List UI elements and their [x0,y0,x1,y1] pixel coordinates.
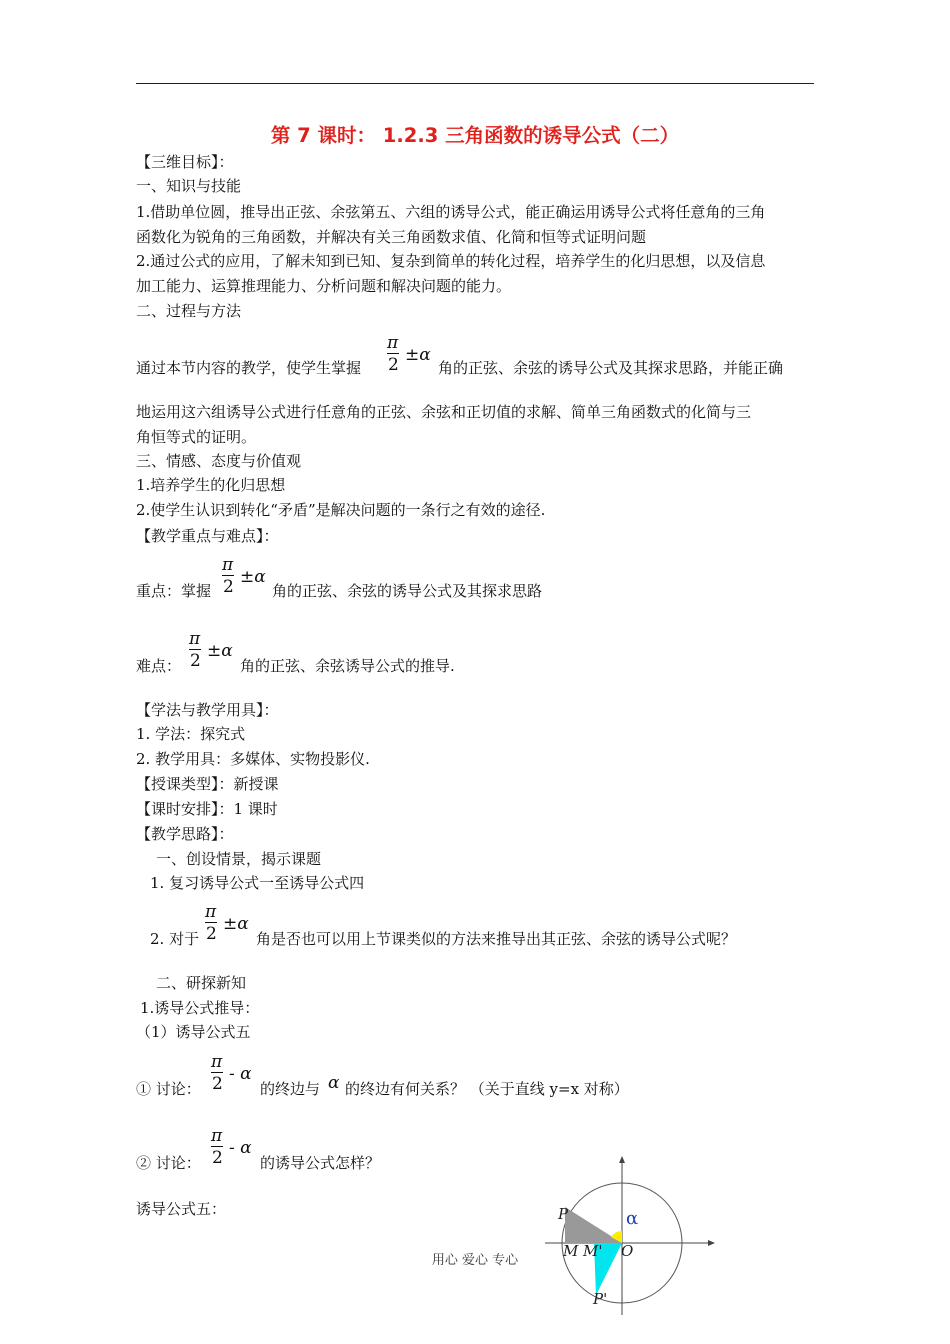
question-2-pre: ② 讨论： [136,1154,201,1172]
unit-circle-figure [510,1155,720,1315]
emotion-item-1: 1.培养学生的化归思想 [136,476,286,494]
question-1-pre: ① 讨论： [136,1080,201,1098]
process-text-c: 角恒等式的证明。 [136,428,257,446]
tools-item-1: 1. 学法：探究式 [136,725,246,743]
page-title: 第 7 课时： 1.2.3 三角函数的诱导公式（二） [270,124,680,147]
label-m: M [563,1242,579,1260]
label-p-prime: P' [593,1290,608,1308]
goals-heading: 【三维目标】： [136,153,234,171]
label-alpha: α [626,1208,639,1229]
label-p: P [558,1205,569,1223]
label-m-prime: M' [583,1242,603,1260]
key-difficulty-heading: 【教学重点与难点】： [136,527,279,545]
knowledge-item-2a: 2.通过公式的应用，了解未知到已知、复杂到简单的转化过程，培养学生的化归思想，以及信息 [136,252,766,270]
emotion-heading: 三、情感、态度与价值观 [136,452,302,470]
section-1-item-1: 1. 复习诱导公式一至诱导公式四 [150,874,365,892]
difficulty-post: 角的正弦、余弦诱导公式的推导. [240,657,455,675]
process-text-b: 地运用这六组诱导公式进行任意角的正弦、余弦和正切值的求解、简单三角函数式的化简与三 [136,403,752,421]
question-1-post: 的终边有何关系？ （关于直线 y=x 对称） [345,1080,629,1098]
knowledge-heading: 一、知识与技能 [136,177,242,195]
lesson-type: 【授课类型】：新授课 [136,775,279,793]
process-text-post: 角的正弦、余弦的诱导公式及其探求思路，并能正确 [438,359,784,377]
process-text-pre: 通过本节内容的教学，使学生掌握 [136,359,362,377]
question-1-mid: 的终边与 [260,1080,321,1098]
difficulty-pre: 难点： [136,657,182,675]
section-1-item-2-post: 角是否也可以用上节课类似的方法来推导出其正弦、余弦的诱导公式呢？ [256,930,737,948]
section-1-heading: 一、创设情景，揭示课题 [156,850,322,868]
knowledge-item-1a: 1.借助单位圆，推导出正弦、余弦第五、六组的诱导公式，能正确运用诱导公式将任意角的三角 [136,203,766,221]
tools-item-2: 2. 教学用具：多媒体、实物投影仪. [136,750,370,768]
idea-heading: 【教学思路】： [136,825,234,843]
lesson-hours: 【课时安排】：1 课时 [136,800,278,818]
section-1-item-2-pre: 2. 对于 [150,930,200,948]
question-2-post: 的诱导公式怎样？ [260,1154,381,1172]
knowledge-item-2b: 加工能力、运算推理能力、分析问题和解决问题的能力。 [136,277,512,295]
knowledge-item-1b: 函数化为锐角的三角函数，并解决有关三角函数求值、化简和恒等式证明问题 [136,228,647,246]
section-2-item-1: 1.诱导公式推导： [140,999,260,1017]
label-o: O [621,1242,634,1260]
section-2-item-1-1: （1）诱导公式五 [136,1023,251,1041]
page-footer: 用心 爱心 专心 [431,1253,519,1268]
formula-5-label: 诱导公式五： [136,1200,227,1218]
top-rule [136,83,814,84]
tools-heading: 【学法与教学用具】： [136,701,279,719]
alpha-symbol: α [328,1073,340,1093]
section-2-heading: 二、研探新知 [156,974,247,992]
key-point-post: 角的正弦、余弦的诱导公式及其探求思路 [272,582,543,600]
emotion-item-2: 2.使学生认识到转化“矛盾”是解决问题的一条行之有效的途径. [136,501,546,519]
key-point-pre: 重点：掌握 [136,582,212,600]
process-heading: 二、过程与方法 [136,302,242,320]
